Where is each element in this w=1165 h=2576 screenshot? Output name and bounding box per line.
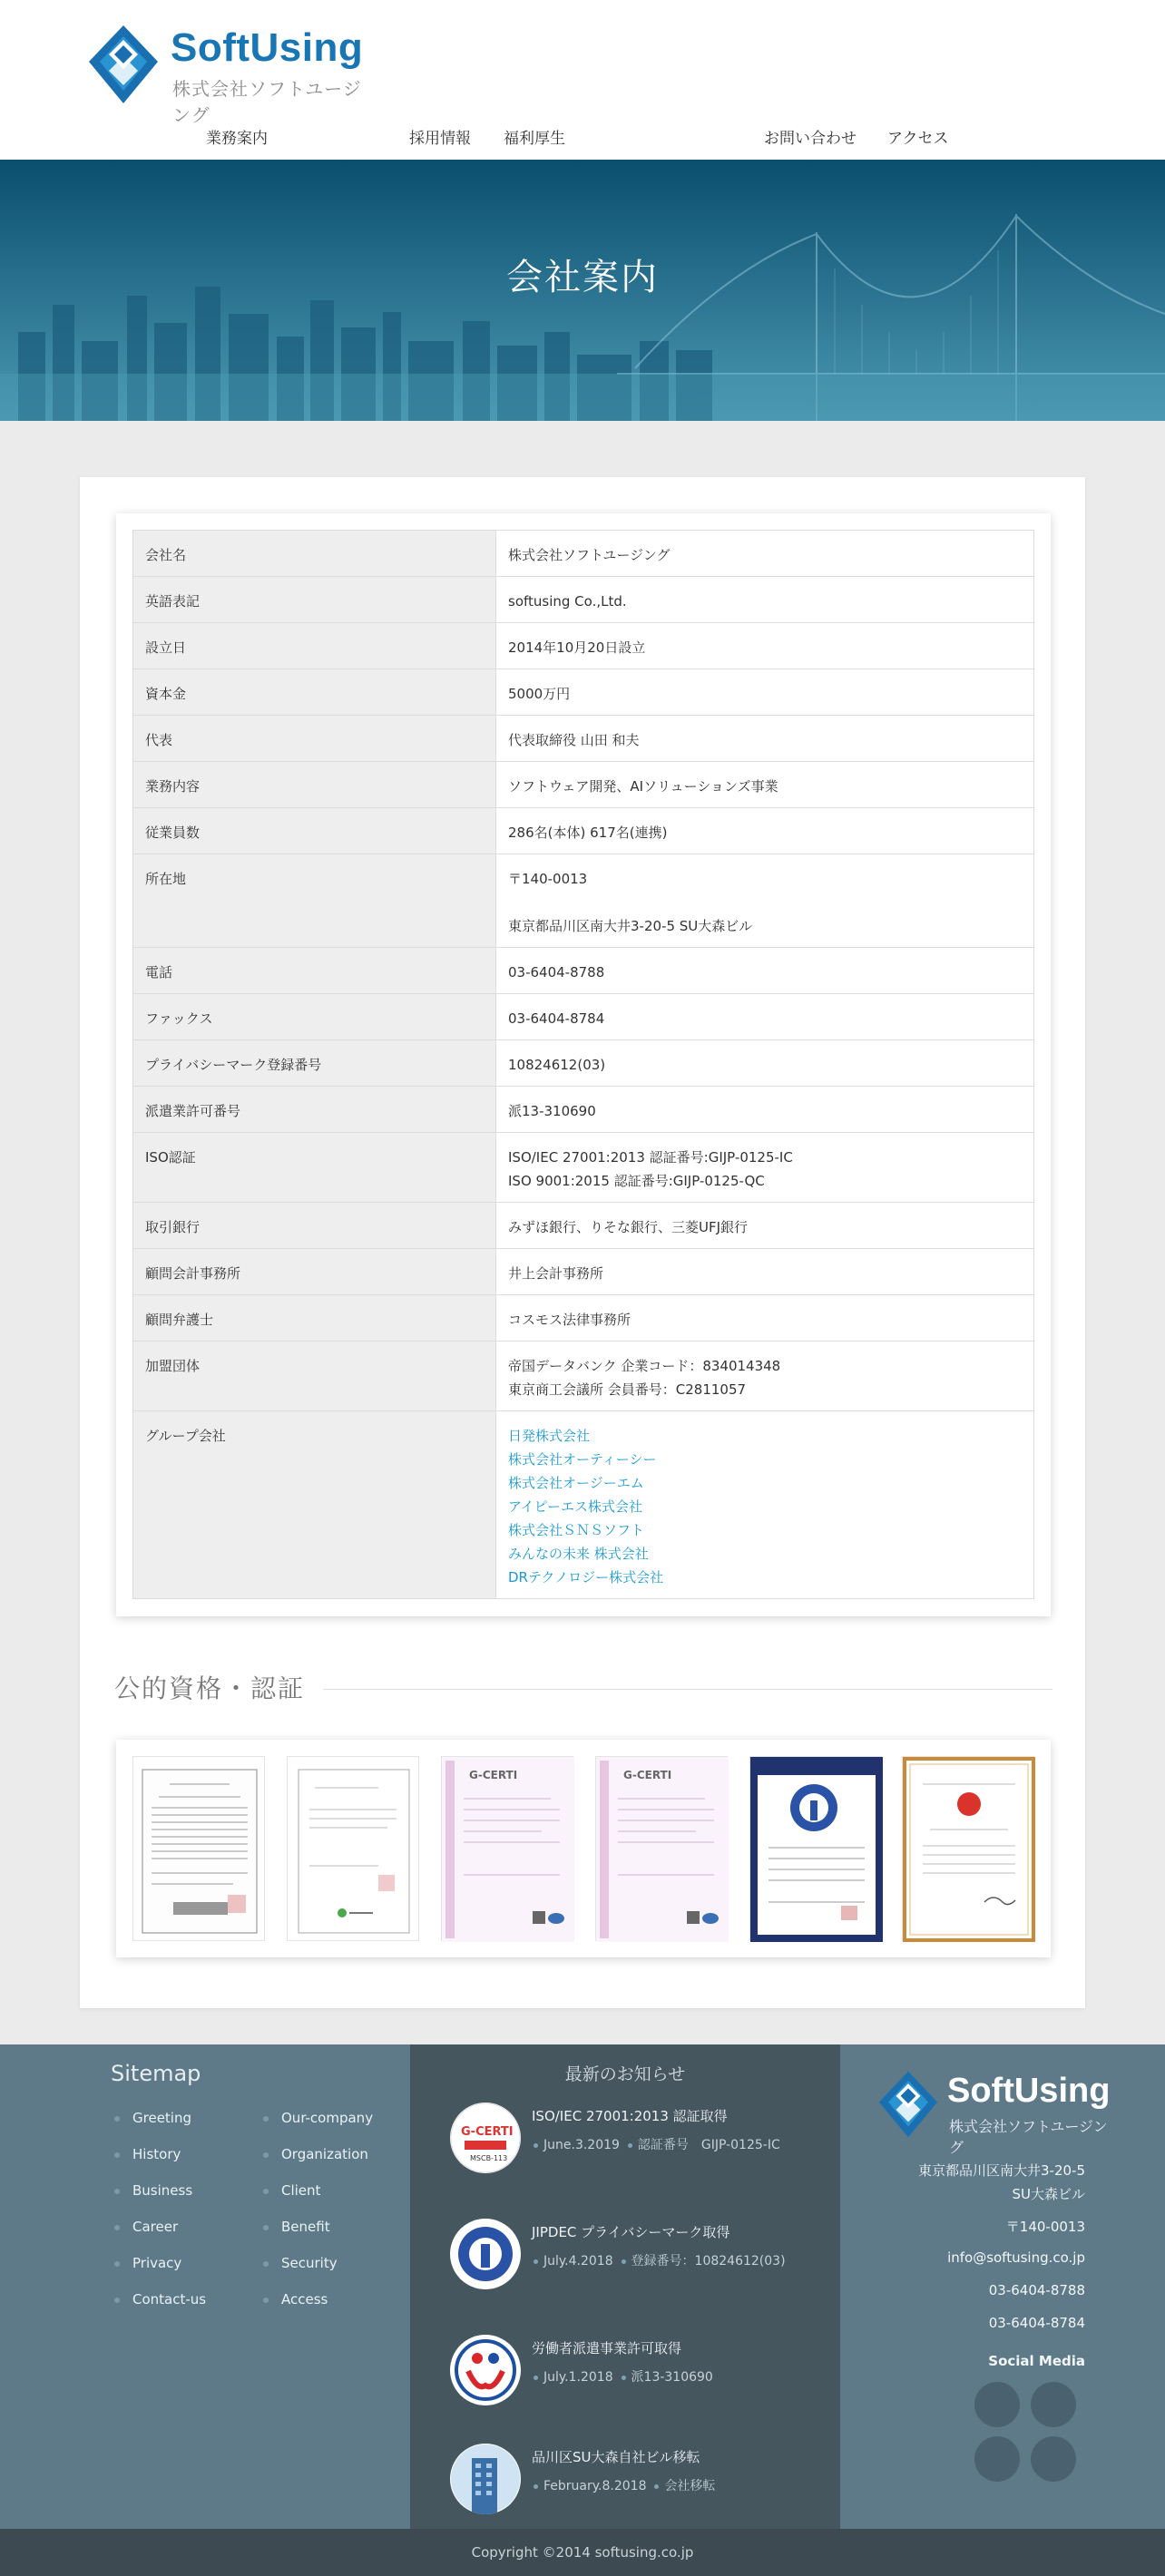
news-meta: July.4.2018 登録番号：10824612(03) bbox=[534, 2251, 786, 2269]
company-table-row bbox=[133, 1087, 1034, 1133]
row-label: 業務内容 bbox=[133, 762, 496, 808]
row-label: 資本金 bbox=[133, 669, 496, 716]
footer-email[interactable]: info@softusing.co.jp bbox=[947, 2249, 1085, 2266]
row-value bbox=[496, 1040, 1034, 1087]
group-company-link[interactable]: 株式会社オーティーシー bbox=[508, 1451, 657, 1468]
sitemap-link[interactable]: Client bbox=[281, 2182, 321, 2199]
certificate-gcerti-1[interactable] bbox=[441, 1756, 573, 1941]
logo-subtitle: 株式会社ソフトユージング bbox=[172, 78, 362, 126]
row-label: ファックス bbox=[133, 994, 496, 1040]
footer-logo[interactable] bbox=[876, 2070, 1112, 2156]
company-table-row bbox=[133, 854, 1034, 948]
sitemap-bullet-icon bbox=[114, 2152, 120, 2158]
row-value bbox=[496, 854, 1034, 948]
company-table-row bbox=[133, 716, 1034, 762]
row-value-line: 5000万円 bbox=[508, 686, 571, 702]
row-value bbox=[496, 994, 1034, 1040]
sitemap-link[interactable]: Our-company bbox=[281, 2110, 374, 2126]
news-item[interactable] bbox=[450, 2103, 831, 2193]
logo-diamond-icon bbox=[87, 24, 160, 105]
news-meta: July.1.2018 派13-310690 bbox=[534, 2367, 713, 2386]
hero-title: 会社案内 bbox=[506, 257, 659, 298]
row-value bbox=[496, 716, 1034, 762]
sitemap-link[interactable]: History bbox=[132, 2146, 181, 2162]
sitemap-link[interactable]: Security bbox=[281, 2255, 338, 2271]
company-table-row bbox=[133, 1040, 1034, 1087]
row-value bbox=[496, 1133, 1034, 1203]
group-company-link[interactable]: みんなの未来 株式会社 bbox=[508, 1546, 649, 1562]
nav-access[interactable]: アクセス bbox=[887, 130, 949, 148]
news-meta: June.3.2019 認証番号 GIJP-0125-IC bbox=[534, 2135, 780, 2153]
news-item[interactable] bbox=[450, 2219, 831, 2309]
row-value-line: 株式会社ソフトユージング bbox=[508, 547, 671, 563]
footer-contact bbox=[840, 2044, 1165, 2529]
row-value bbox=[496, 1342, 1034, 1411]
sitemap-bullet-icon bbox=[263, 2116, 269, 2122]
certificate-gcerti-2[interactable] bbox=[595, 1756, 728, 1941]
row-label: 会社名 bbox=[133, 531, 496, 577]
site-logo[interactable] bbox=[87, 22, 377, 126]
group-company-link[interactable]: DRテクノロジー株式会社 bbox=[508, 1569, 664, 1586]
row-value-line: 286名(本体) 617名(連携) bbox=[508, 825, 668, 841]
nav-welfare[interactable]: 福利厚生 bbox=[504, 130, 565, 148]
footer-address-line2: SU大森ビル bbox=[1012, 2186, 1085, 2202]
sitemap-link[interactable]: Privacy bbox=[132, 2255, 182, 2271]
group-company-link[interactable]: アイピーエス株式会社 bbox=[508, 1498, 643, 1515]
hero-banner bbox=[0, 160, 1165, 421]
footer-news bbox=[410, 2044, 840, 2529]
row-value bbox=[496, 1203, 1034, 1249]
row-value-line: ISO 9001:2015 認証番号:GIJP-0125-QC bbox=[508, 1173, 765, 1189]
row-value-line: 03-6404-8788 bbox=[508, 964, 605, 981]
row-value-line: 〒140-0013 bbox=[508, 871, 588, 887]
sitemap-bullet-icon bbox=[263, 2152, 269, 2158]
row-value-line: 2014年10月20日設立 bbox=[508, 639, 646, 656]
row-label: 電話 bbox=[133, 948, 496, 994]
logo-diamond-icon bbox=[876, 2070, 940, 2139]
footer-brand: SoftUsing bbox=[947, 2072, 1111, 2110]
row-label: 取引銀行 bbox=[133, 1203, 496, 1249]
sitemap-bullet-icon bbox=[263, 2298, 269, 2303]
svg-text:G-CERTI: G-CERTI bbox=[469, 1769, 518, 1781]
company-table-row bbox=[133, 948, 1034, 994]
social-twitter-icon[interactable] bbox=[1031, 2382, 1076, 2427]
group-company-link[interactable]: 株式会社オージーエム bbox=[508, 1475, 644, 1491]
news-title-text: 品川区SU大森自社ビル移転 bbox=[532, 2449, 700, 2465]
news-meta: February.8.2018 会社移転 bbox=[534, 2476, 715, 2494]
row-value-line: 派13-310690 bbox=[508, 1103, 596, 1119]
certificate-license-document[interactable] bbox=[132, 1756, 265, 1941]
sitemap-link[interactable]: Access bbox=[281, 2291, 328, 2308]
row-label: グループ会社 bbox=[133, 1411, 496, 1599]
sitemap-link[interactable]: Career bbox=[132, 2219, 179, 2235]
row-value-line: ソフトウェア開発、AIソリューションズ事業 bbox=[508, 778, 778, 795]
row-label: プライバシーマーク登録番号 bbox=[133, 1040, 496, 1087]
row-value-line: softusing Co.,Ltd. bbox=[508, 593, 627, 610]
footer-brand-sub: 株式会社ソフトユージング bbox=[949, 2118, 1108, 2156]
sitemap-link[interactable]: Benefit bbox=[281, 2219, 330, 2235]
news-title-text: JIPDEC プライバシーマーク取得 bbox=[532, 2224, 730, 2240]
row-value bbox=[496, 669, 1034, 716]
sitemap-bullet-icon bbox=[114, 2116, 120, 2122]
company-table-row bbox=[133, 531, 1034, 577]
footer-address-line1: 東京都品川区南大井3-20-5 bbox=[918, 2162, 1085, 2179]
row-value-line: ISO/IEC 27001:2013 認証番号:GIJP-0125-IC bbox=[508, 1149, 793, 1166]
row-value bbox=[496, 1411, 1034, 1599]
sitemap-bullet-icon bbox=[114, 2261, 120, 2267]
section-divider bbox=[323, 1689, 1052, 1690]
footer-phone[interactable]: 03-6404-8788 bbox=[988, 2282, 1085, 2298]
row-value-line bbox=[508, 891, 1022, 914]
row-value bbox=[496, 623, 1034, 669]
row-value bbox=[496, 577, 1034, 623]
row-value-line: 代表取締役 山田 和夫 bbox=[508, 732, 640, 748]
company-table-row bbox=[133, 669, 1034, 716]
nav-business[interactable]: 業務案内 bbox=[206, 130, 268, 148]
certificate-huawei[interactable] bbox=[902, 1756, 1034, 1941]
sitemap-bullet-icon bbox=[114, 2298, 120, 2303]
svg-text:G-CERTI: G-CERTI bbox=[623, 1769, 672, 1781]
social-facebook-icon[interactable] bbox=[974, 2382, 1020, 2427]
company-table-row bbox=[133, 577, 1034, 623]
news-title-text: ISO/IEC 27001:2013 認証取得 bbox=[532, 2108, 728, 2124]
company-table-row bbox=[133, 1203, 1034, 1249]
row-value bbox=[496, 1249, 1034, 1295]
news-thumb-privacy-mark bbox=[450, 2219, 521, 2289]
sitemap-bullet-icon bbox=[114, 2189, 120, 2194]
sitemap-link[interactable]: Greeting bbox=[132, 2110, 191, 2126]
news-item[interactable] bbox=[450, 2335, 831, 2425]
row-label: 派遣業許可番号 bbox=[133, 1087, 496, 1133]
footer-sitemap bbox=[0, 2044, 410, 2529]
company-table-row bbox=[133, 762, 1034, 808]
company-table-row bbox=[133, 1249, 1034, 1295]
news-item[interactable] bbox=[450, 2444, 831, 2534]
site-header bbox=[0, 0, 1165, 160]
logo-brand: SoftUsing bbox=[171, 25, 364, 70]
row-value bbox=[496, 1295, 1034, 1342]
certificate-privacy-mark[interactable] bbox=[749, 1756, 882, 1941]
row-value-line: 井上会計事務所 bbox=[508, 1265, 604, 1282]
row-value bbox=[496, 762, 1034, 808]
sitemap-link[interactable]: Contact-us bbox=[132, 2291, 207, 2308]
row-value-line: 10824612(03) bbox=[508, 1057, 606, 1073]
footer-fax: 03-6404-8784 bbox=[988, 2315, 1085, 2331]
company-table-row bbox=[133, 1133, 1034, 1203]
company-table-row bbox=[133, 623, 1034, 669]
company-table-row bbox=[133, 1295, 1034, 1342]
row-value bbox=[496, 808, 1034, 854]
row-value bbox=[496, 1087, 1034, 1133]
row-value-line: 03-6404-8784 bbox=[508, 1010, 605, 1027]
row-value-line: 東京商工会議所 会員番号：C2811057 bbox=[508, 1381, 747, 1398]
company-table-row bbox=[133, 1411, 1034, 1599]
company-table-row bbox=[133, 808, 1034, 854]
certifications-gallery bbox=[116, 1740, 1051, 1957]
news-thumb-worker-dispatch bbox=[450, 2335, 521, 2405]
svg-text:G-CERTI: G-CERTI bbox=[461, 2125, 514, 2139]
sitemap-bullet-icon bbox=[263, 2225, 269, 2230]
group-company-link[interactable]: 日発株式会社 bbox=[508, 1428, 591, 1444]
social-media-title: Social Media bbox=[988, 2353, 1085, 2369]
certifications-heading: 公的資格・認証 bbox=[114, 1669, 318, 1705]
row-value-line: 東京都品川区南大井3-20-5 SU大森ビル bbox=[508, 918, 753, 934]
footer-zip: 〒140-0013 bbox=[1005, 2219, 1085, 2235]
row-label: 英語表記 bbox=[133, 577, 496, 623]
site-footer bbox=[0, 2044, 1165, 2529]
row-label: 設立日 bbox=[133, 623, 496, 669]
sitemap-title: Sitemap bbox=[111, 2061, 201, 2086]
news-thumb-gcerti bbox=[450, 2103, 521, 2173]
company-info-table bbox=[132, 530, 1034, 1599]
row-value-line: 帝国データバンク 企業コード：834014348 bbox=[508, 1358, 781, 1374]
news-title: 最新のお知らせ bbox=[564, 2064, 686, 2084]
news-thumb-building bbox=[450, 2444, 521, 2514]
row-label: 顧問会計事務所 bbox=[133, 1249, 496, 1295]
social-linkedin-icon[interactable] bbox=[1031, 2436, 1076, 2482]
sitemap-bullet-icon bbox=[263, 2189, 269, 2194]
row-label: 代表 bbox=[133, 716, 496, 762]
company-table-row bbox=[133, 1342, 1034, 1411]
news-title-text: 労働者派遣事業許可取得 bbox=[532, 2340, 682, 2356]
sitemap-link[interactable]: Business bbox=[132, 2182, 193, 2199]
social-instagram-icon[interactable] bbox=[974, 2436, 1020, 2482]
nav-recruit[interactable]: 採用情報 bbox=[409, 130, 471, 148]
nav-contact[interactable]: お問い合わせ bbox=[764, 130, 857, 148]
svg-text:MSCB-113: MSCB-113 bbox=[470, 2154, 508, 2162]
company-table-row bbox=[133, 994, 1034, 1040]
company-table-wrapper bbox=[116, 513, 1051, 1616]
copyright: Copyright ©2014 softusing.co.jp bbox=[0, 2529, 1165, 2576]
sitemap-link[interactable]: Organization bbox=[281, 2146, 368, 2162]
row-value bbox=[496, 948, 1034, 994]
row-label: 従業員数 bbox=[133, 808, 496, 854]
row-label: 所在地 bbox=[133, 854, 496, 948]
sitemap-bullet-icon bbox=[114, 2225, 120, 2230]
sitemap-bullet-icon bbox=[263, 2261, 269, 2267]
row-label: 顧問弁護士 bbox=[133, 1295, 496, 1342]
row-value-line: みずほ銀行、りそな銀行、三菱UFJ銀行 bbox=[508, 1219, 749, 1235]
group-company-link[interactable]: 株式会社ＳＮＳソフト bbox=[508, 1522, 645, 1538]
row-label: 加盟団体 bbox=[133, 1342, 496, 1411]
row-value bbox=[496, 531, 1034, 577]
company-info-card bbox=[80, 477, 1085, 2008]
certificate-privacy-document[interactable] bbox=[287, 1756, 419, 1941]
row-value-line: コスモス法律事務所 bbox=[508, 1312, 631, 1328]
row-label: ISO認証 bbox=[133, 1133, 496, 1203]
